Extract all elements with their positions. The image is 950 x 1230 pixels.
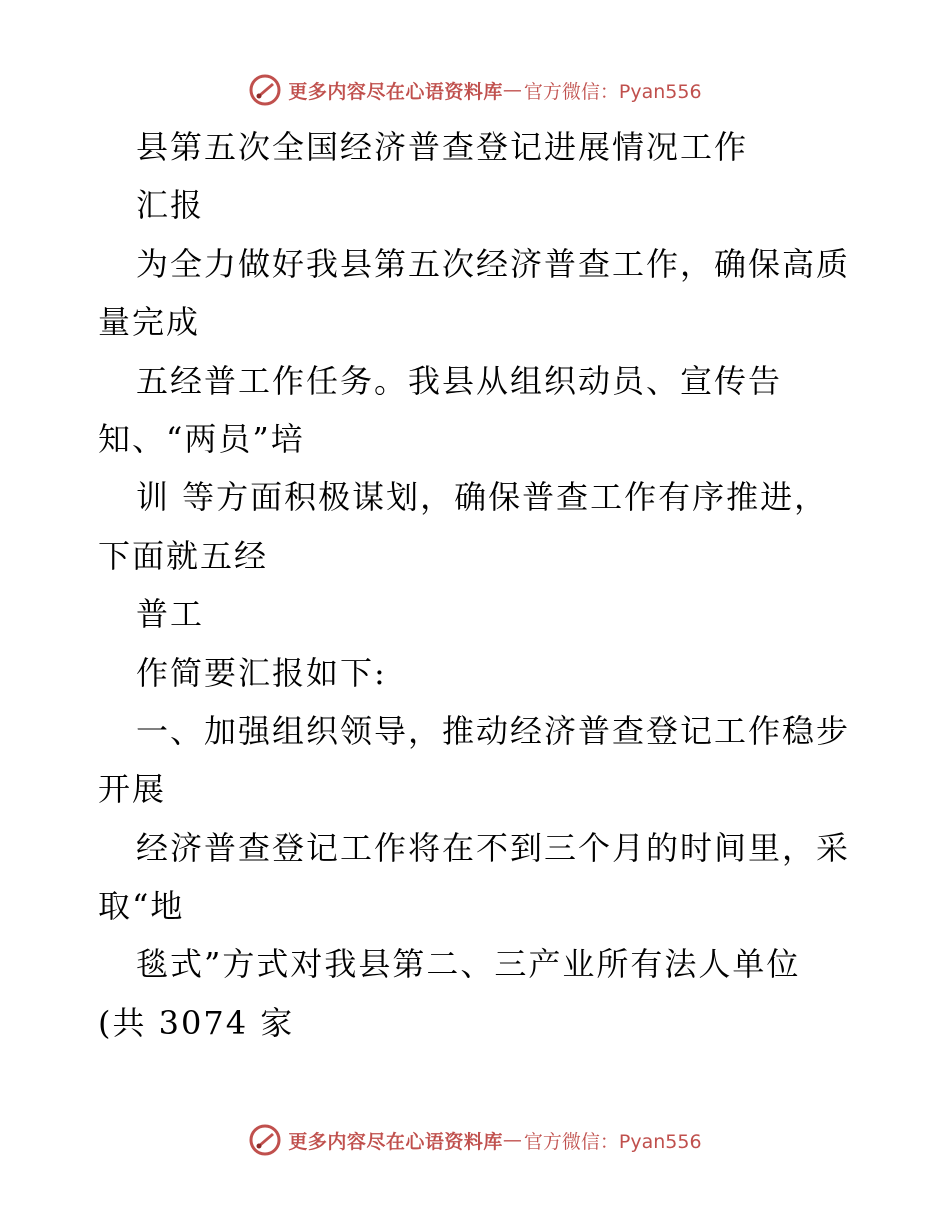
text-line: 县第五次全国经济普查登记进展情况工作	[136, 128, 749, 166]
text-line: 知、“两员”培	[98, 419, 305, 458]
text-line: 作简要汇报如下:	[136, 653, 387, 692]
text-line: 开展	[98, 770, 167, 809]
brand-logo-icon	[248, 1123, 282, 1157]
text-line: (共 3074 家	[98, 1003, 295, 1042]
text-line: 毯式”方式对我县第二、三产业所有法人单位	[136, 945, 801, 984]
text-line: 下面就五经	[98, 536, 269, 575]
text-line: 五经普工作任务。我县从组织动员、宣传告	[136, 361, 783, 400]
watermark-separator: —	[502, 1129, 522, 1151]
document-body	[98, 118, 868, 1052]
watermark-brand: 更多内容尽在心语资料库	[288, 80, 503, 103]
text-line: 训 等方面积极谋划，确保普查工作有序推进，	[136, 478, 829, 517]
text-line: 取“地	[98, 887, 185, 926]
text-line: 汇报	[136, 186, 205, 225]
watermark-header	[0, 70, 950, 110]
text-line: 一、加强组织领导，推动经济普查登记工作稳步	[136, 711, 851, 750]
watermark-separator: —	[502, 79, 522, 101]
text-line: 普工	[136, 595, 205, 634]
watermark-contact: 官方微信：Pyan556	[523, 1130, 702, 1153]
brand-logo-icon	[248, 73, 282, 107]
watermark-contact: 官方微信：Pyan556	[523, 80, 702, 103]
watermark-brand: 更多内容尽在心语资料库	[288, 1130, 503, 1153]
text-line: 经济普查登记工作将在不到三个月的时间里，采	[136, 828, 851, 867]
text-line: 量完成	[98, 303, 201, 342]
text-line: 为全力做好我县第五次经济普查工作，确保高质	[136, 244, 851, 283]
watermark-footer	[0, 1120, 950, 1160]
